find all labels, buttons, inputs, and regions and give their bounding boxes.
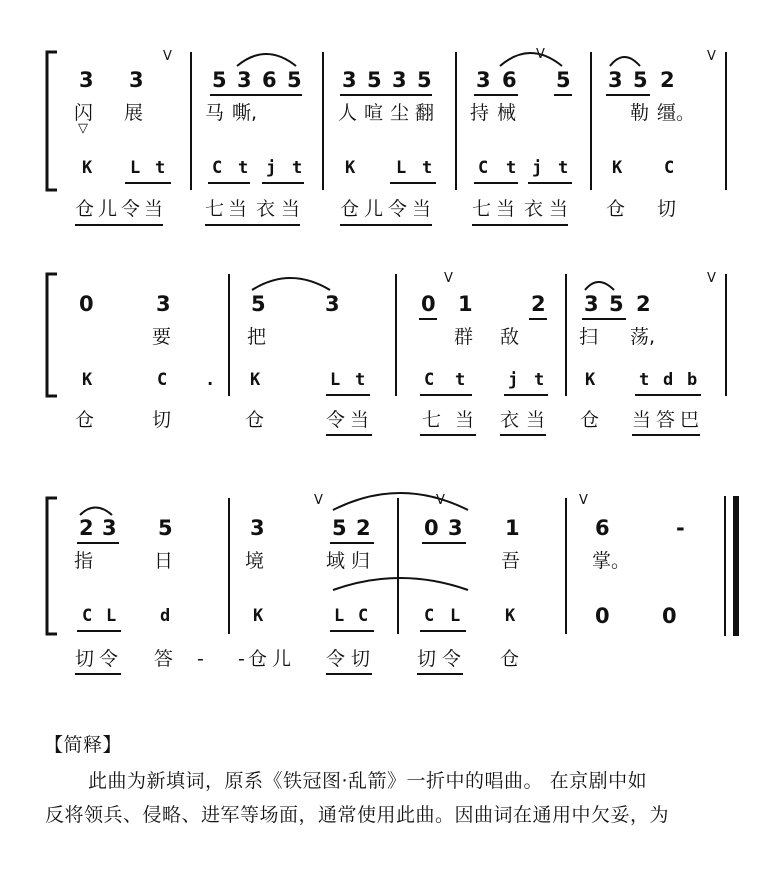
rest-zero: 0 [662, 604, 677, 628]
perc-syllable: 切 [657, 198, 677, 220]
perc-syllable: 仓 [245, 409, 265, 431]
dash: - [238, 648, 245, 670]
perc-symbol: K [585, 370, 596, 390]
jianpu-note: 3 [476, 68, 491, 92]
perc-syllable: 当 [632, 409, 652, 431]
jianpu-note: 5 [609, 292, 624, 316]
jianpu-note: 3 [250, 516, 265, 540]
perc-symbol: K [612, 158, 623, 178]
breath-mark: V [707, 271, 716, 286]
perc-syllable: 当 [228, 198, 248, 220]
jianpu-note: 5 [556, 68, 571, 92]
lyric: 要 [152, 326, 172, 348]
jianpu-note: 5 [633, 68, 648, 92]
perc-syllable: 仓 [606, 198, 626, 220]
breath-mark: V [579, 493, 588, 508]
perc-syllable: 当 [281, 198, 301, 220]
lyric: 归 [351, 550, 371, 572]
lyric: 扫 [579, 326, 599, 348]
perc-symbol: K [253, 606, 264, 626]
perc-symbol: K [250, 370, 261, 390]
underline [330, 630, 374, 632]
perc-symbol: K [82, 158, 93, 178]
perc-symbol: C [82, 606, 93, 626]
breath-mark: V [314, 493, 323, 508]
perc-syllable: 仓 [340, 198, 360, 220]
breath-mark: V [444, 271, 453, 286]
jianpu-note: 2 [356, 516, 371, 540]
lyric: 勒 [630, 102, 650, 124]
perc-symbol: t [422, 158, 433, 178]
jianpu-note: 3 [102, 516, 117, 540]
perc-syllable: 切 [152, 409, 172, 431]
perc-symbol: C [478, 158, 489, 178]
jianpu-note: 3 [584, 292, 599, 316]
perc-symbol: t [558, 158, 569, 178]
perc-syllable: 儿 [272, 648, 292, 670]
jianpu-note: 3 [237, 68, 252, 92]
perc-syllable: 仓 [75, 409, 95, 431]
jianpu-note: 3 [325, 292, 340, 316]
perc-symbol: C [358, 606, 369, 626]
rest-zero: 0 [595, 604, 610, 628]
perc-symbol: d [663, 370, 674, 390]
jianpu-note: 5 [212, 68, 227, 92]
perc-syllable: 七 [205, 198, 225, 220]
lyric: 闪 [74, 102, 94, 124]
perc-symbol: t [292, 158, 303, 178]
jianpu-note: 6 [502, 68, 517, 92]
perc-syllable: 令 [121, 198, 141, 220]
breath-mark: V [707, 49, 716, 64]
perc-syllable: 七 [422, 409, 442, 431]
perc-symbol: b [687, 370, 698, 390]
perc-symbol: t [506, 158, 517, 178]
annotation-heading: 【简释】 [44, 734, 123, 756]
jianpu-note: 6 [262, 68, 277, 92]
lyric: 嘶, [232, 102, 258, 124]
perc-dot: . [205, 370, 216, 390]
lyric: 尘 [390, 102, 410, 124]
perc-syllable: 当 [526, 409, 546, 431]
jianpu-note: 3 [608, 68, 623, 92]
perc-syllable: 当 [496, 198, 516, 220]
perc-symbol: t [238, 158, 249, 178]
perc-syllable: 儿 [364, 198, 384, 220]
perc-symbol: C [212, 158, 223, 178]
underline [422, 542, 466, 544]
lyric: 翻 [415, 102, 435, 124]
perc-symbol: t [155, 158, 166, 178]
slur-perc [333, 578, 468, 590]
breath-mark: V [436, 493, 445, 508]
jianpu-note: 2 [636, 292, 651, 316]
underline [417, 673, 463, 675]
lyric: 缰。 [657, 102, 696, 124]
lyric: 把 [247, 326, 267, 348]
jianpu-note: 2 [79, 516, 94, 540]
perc-syllable: 衣 [500, 409, 520, 431]
jianpu-note: 3 [129, 68, 144, 92]
slur-m2-m3 [333, 493, 468, 510]
perc-syllable: 切 [417, 648, 437, 670]
perc-symbol: j [266, 158, 277, 178]
perc-symbol: d [160, 606, 171, 626]
perc-syllable: 令 [326, 648, 346, 670]
jianpu-note: 0 [79, 292, 94, 316]
breath-mark: V [163, 49, 172, 64]
lyric: 域 [326, 550, 346, 572]
perc-symbol: K [345, 158, 356, 178]
lyric: 敌 [500, 326, 520, 348]
underline [420, 630, 466, 632]
perc-syllable: 仓 [500, 648, 520, 670]
lyric: 马 [205, 102, 225, 124]
dash-note: - [676, 516, 685, 540]
triangle-mark: ▽ [78, 121, 88, 136]
lyric: 荡, [630, 326, 656, 348]
perc-symbol: L [450, 606, 461, 626]
jianpu-note: 3 [448, 516, 463, 540]
jianpu-note: 1 [505, 516, 520, 540]
lyric: 掌。 [592, 550, 631, 572]
lyric: 持 [470, 102, 490, 124]
lyric: 群 [454, 326, 474, 348]
lyric: 喧 [364, 102, 384, 124]
jianpu-note: 2 [660, 68, 675, 92]
perc-symbol: L [106, 606, 117, 626]
underline [330, 542, 374, 544]
perc-syllable: 七 [472, 198, 492, 220]
perc-syllable: 当 [144, 198, 164, 220]
jianpu-note: 5 [287, 68, 302, 92]
lyric: 吾 [501, 550, 521, 572]
perc-symbol: L [130, 158, 141, 178]
jianpu-note: 3 [156, 292, 171, 316]
perc-syllable: 答 [154, 648, 174, 670]
perc-symbol: K [82, 370, 93, 390]
jianpu-note: 0 [424, 516, 439, 540]
perc-syllable: 令 [388, 198, 408, 220]
perc-symbol: j [532, 158, 543, 178]
perc-syllable: 当 [455, 409, 475, 431]
perc-symbol: t [639, 370, 650, 390]
perc-symbol: C [157, 370, 168, 390]
lyric: 指 [74, 550, 94, 572]
perc-symbol: t [455, 370, 466, 390]
lyric: 人 [338, 102, 358, 124]
jianpu-note: 5 [158, 516, 173, 540]
perc-symbol: L [334, 606, 345, 626]
perc-symbol: C [424, 370, 435, 390]
perc-symbol: C [424, 606, 435, 626]
lyric: 展 [124, 102, 144, 124]
jianpu-note: 2 [531, 292, 546, 316]
lyric: 境 [245, 550, 265, 572]
jianpu-note: 3 [79, 68, 94, 92]
jianpu-note: 0 [421, 292, 436, 316]
perc-syllable: 切 [351, 648, 371, 670]
perc-syllable: 令 [326, 409, 346, 431]
slur-m1 [80, 508, 112, 516]
perc-syllable: 仓 [580, 409, 600, 431]
underline [77, 630, 121, 632]
perc-symbol: C [664, 158, 675, 178]
perc-syllable: 令 [99, 648, 119, 670]
perc-syllable: 当 [412, 198, 432, 220]
perc-symbol: j [508, 370, 519, 390]
perc-symbol: K [505, 606, 516, 626]
perc-symbol: t [355, 370, 366, 390]
perc-syllable: 衣 [524, 198, 544, 220]
jianpu-note: 6 [595, 516, 610, 540]
perc-syllable: 令 [442, 648, 462, 670]
lyric: 械 [497, 102, 517, 124]
perc-syllable: 仓 [248, 648, 268, 670]
perc-syllable: 切 [75, 648, 95, 670]
jianpu-note: 5 [251, 292, 266, 316]
underline [75, 673, 121, 675]
lyric: 日 [154, 550, 174, 572]
perc-syllable: 当 [549, 198, 569, 220]
perc-syllable: 儿 [98, 198, 118, 220]
perc-symbol: L [330, 370, 341, 390]
annotation-line-2: 反将领兵、侵略、进军等场面，通常使用此曲。因曲词在通用中欠妥，为 [45, 804, 670, 826]
underline [77, 542, 119, 544]
underline [326, 673, 372, 675]
annotation-line-1: 此曲为新填词，原系《铁冠图·乱箭》一折中的唱曲。 在京剧中如 [88, 770, 648, 792]
perc-symbol: t [534, 370, 545, 390]
jianpu-note: 3 [342, 68, 357, 92]
dash: - [197, 648, 204, 670]
breath-mark: V [536, 47, 545, 62]
barline [565, 498, 567, 634]
perc-syllable: 仓 [75, 198, 95, 220]
perc-syllable: 答 [656, 409, 676, 431]
perc-syllable: 巴 [680, 409, 700, 431]
perc-syllable: 衣 [256, 198, 276, 220]
system-3-bracket [47, 498, 57, 634]
jianpu-note: 3 [392, 68, 407, 92]
barline [397, 498, 399, 634]
barline [228, 498, 230, 634]
jianpu-note: 5 [417, 68, 432, 92]
jianpu-note: 5 [332, 516, 347, 540]
perc-symbol: L [396, 158, 407, 178]
jianpu-note: 5 [367, 68, 382, 92]
perc-syllable: 当 [350, 409, 370, 431]
jianpu-note: 1 [458, 292, 473, 316]
